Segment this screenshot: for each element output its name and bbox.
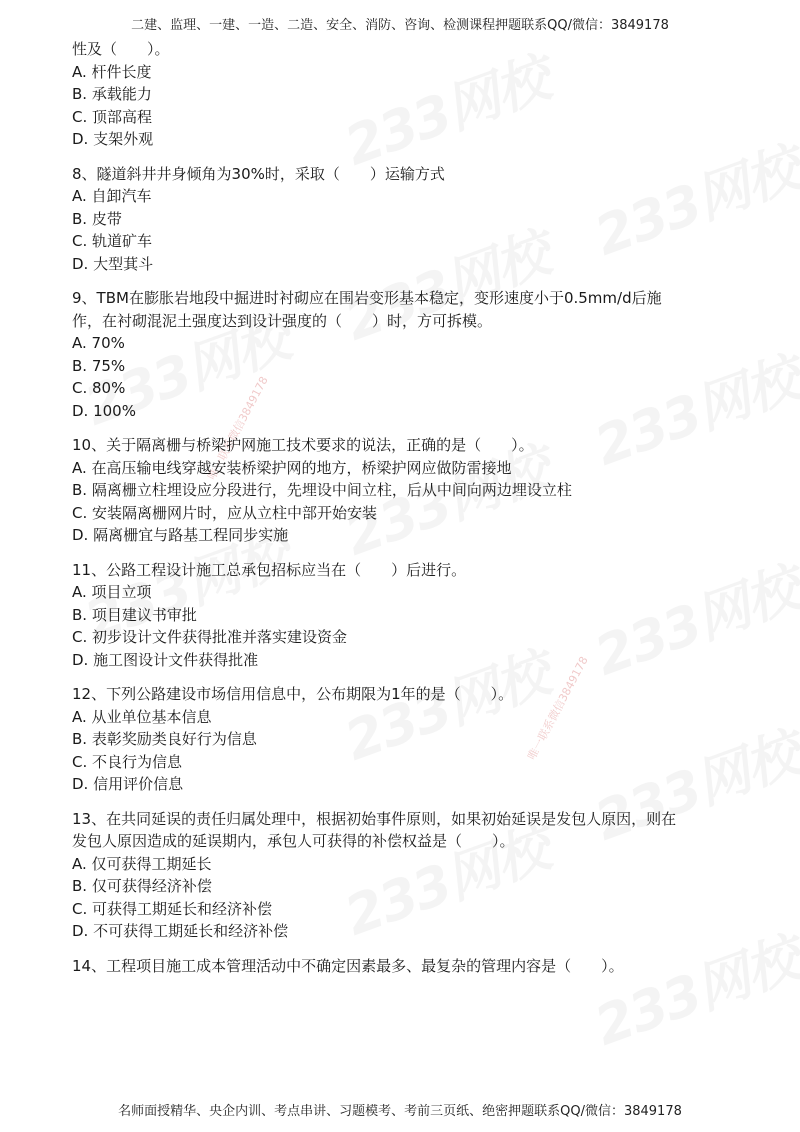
option: D. 施工图设计文件获得批准 [72, 650, 259, 669]
page-header: 二建、监理、一建、一造、二造、安全、消防、咨询、检测课程押题联系QQ/微信：3849178 [131, 18, 669, 33]
question-text: 10、关于隔离栅与桥梁护网施工技术要求的说法，正确的是（ ）。 [72, 436, 534, 454]
option: C. 初步设计文件获得批准并落实建设资金 [72, 628, 348, 646]
question-continuation [72, 38, 712, 151]
question-text: 12、下列公路建设市场信用信息中，公布期限为1年的是（ ）。 [72, 685, 514, 703]
option: A. 项目立项 [72, 583, 152, 601]
question-text: 性及（ ）。 [72, 40, 170, 58]
option: C. 可获得工期延长和经济补偿 [72, 899, 273, 918]
option: B. 表彰奖励类良好行为信息 [72, 730, 257, 748]
question-14 [72, 955, 712, 978]
option: B. 隔离栅立柱埋设应分段进行，先埋设中间立柱，后从中间向两边埋设立柱 [72, 481, 572, 499]
option: C. 不良行为信息 [72, 752, 183, 771]
option: A. 70% [72, 334, 125, 352]
option: D. 隔离栅宜与路基工程同步实施 [72, 526, 289, 544]
option: C. 80% [72, 379, 126, 397]
option: B. 项目建议书审批 [72, 605, 197, 624]
option: B. 承载能力 [72, 85, 152, 103]
question-text: 11、公路工程设计施工总承包招标应当在（ ）后进行。 [72, 560, 467, 579]
option: A. 杆件长度 [72, 62, 152, 81]
option: C. 顶部高程 [72, 107, 153, 126]
question-11 [72, 559, 712, 672]
option: D. 信用评价信息 [72, 775, 184, 793]
option: C. 安装隔离栅网片时，应从立柱中部开始安装 [72, 503, 378, 522]
option: B. 75% [72, 356, 126, 375]
option: B. 皮带 [72, 209, 122, 228]
question-text: 发包人原因造成的延误期内，承包人可获得的补偿权益是（ ）。 [72, 832, 515, 850]
question-text: 作，在衬砌混泥土强度达到设计强度的（ ）时，方可拆模。 [72, 311, 493, 330]
question-list [72, 38, 712, 977]
option: B. 仅可获得经济补偿 [72, 877, 212, 895]
option: A. 自卸汽车 [72, 187, 152, 205]
option: D. 不可获得工期延长和经济补偿 [72, 922, 289, 940]
option: A. 仅可获得工期延长 [72, 854, 212, 873]
question-10 [72, 434, 712, 547]
option: A. 在高压输电线穿越安装桥梁护网的地方，桥梁护网应做防雷接地 [72, 458, 512, 477]
question-9 [72, 287, 712, 422]
option: D. 支架外观 [72, 130, 154, 148]
question-text: 9、TBM在膨胀岩地段中掘进时衬砌应在围岩变形基本稳定，变形速度小于0.5mm/d后施 [72, 289, 662, 307]
question-text: 14、工程项目施工成本管理活动中不确定因素最多、最复杂的管理内容是（ ）。 [72, 956, 624, 975]
option: D. 100% [72, 401, 136, 420]
watermark-contact: 唯一联系微信3849178 [205, 374, 271, 483]
option: D. 大型萁斗 [72, 254, 154, 273]
option: A. 从业单位基本信息 [72, 707, 212, 726]
question-text: 13、在共同延误的责任归属处理中，根据初始事件原则，如果初始延误是发包人原因，则在 [72, 809, 677, 828]
option: C. 轨道矿车 [72, 232, 153, 250]
question-13 [72, 808, 712, 943]
page-footer: 名师面授精华、央企内训、考点串讲、习题模考、考前三页纸、绝密押题联系QQ/微信：3849178 [118, 1104, 682, 1119]
question-8 [72, 163, 712, 276]
watermark-contact: 唯一联系微信3849178 [525, 654, 591, 763]
question-12 [72, 683, 712, 796]
question-text: 8、隧道斜井井身倾角为30%时，采取（ ）运输方式 [72, 164, 445, 183]
